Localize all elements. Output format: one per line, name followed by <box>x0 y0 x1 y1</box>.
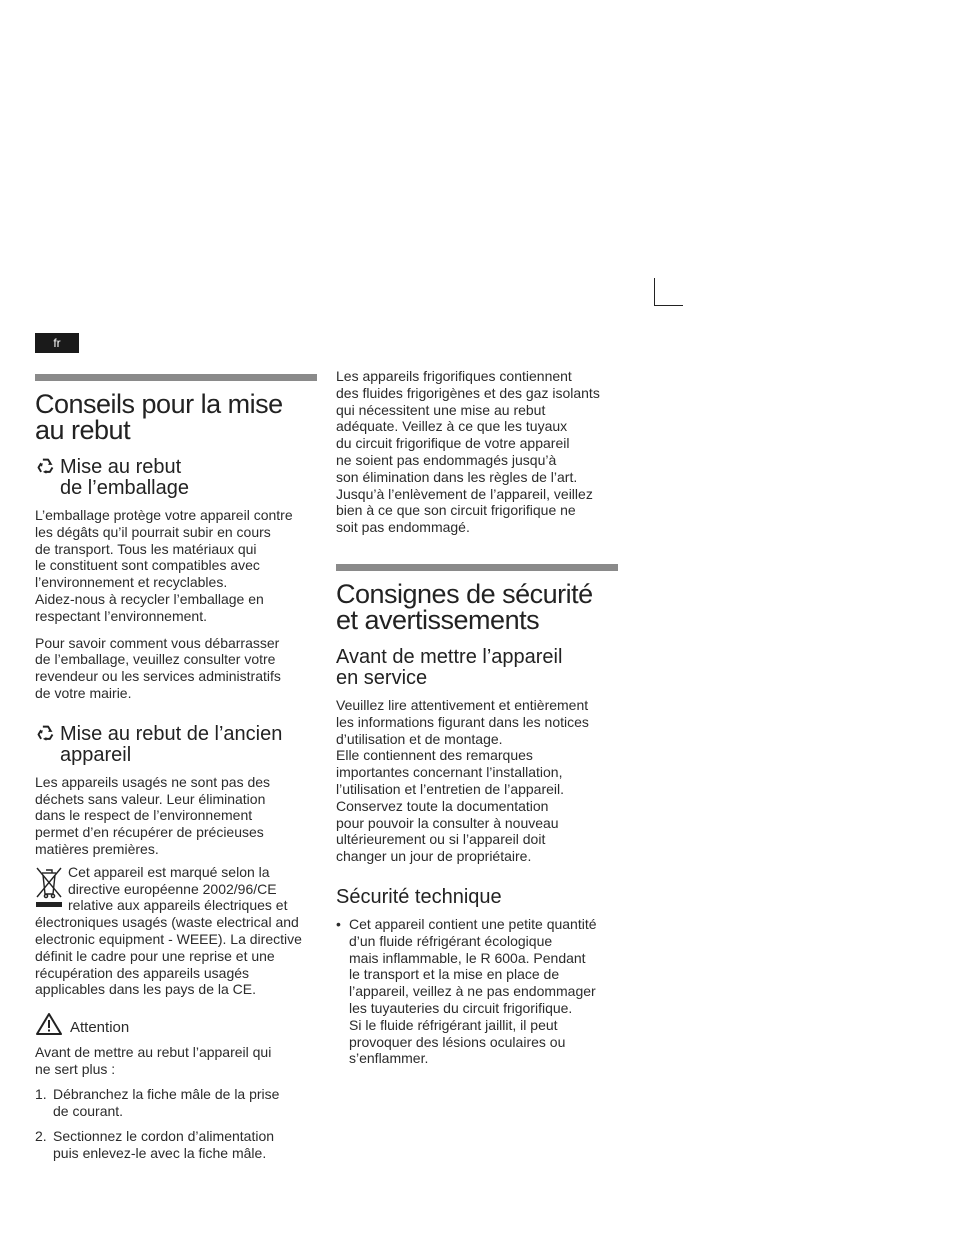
weee-text: Cet appareil est marqué selon la directive européenne 2002/96/CE relative aux appareils électriques et électroniques usagés (waste electrical and electronic equipment - WEEE). La directive définit le cadre pour une reprise et une récupération des appareils usagés applicables dans les pays de la CE. <box>35 863 302 998</box>
old-appliance-paragraph: Les appareils usagés ne sont pas des déchets sans valeur. Leur élimination dans le respect de l’environnement permet d’en récupérer de précieuses matières premières. <box>35 773 271 857</box>
technical-safety-heading: Sécurité technique <box>336 885 502 908</box>
list-item <box>35 1086 317 1120</box>
bullet: • <box>336 915 341 932</box>
packaging-heading <box>35 457 317 499</box>
crossed-bin-icon <box>35 864 63 908</box>
attention-notice <box>35 1012 317 1036</box>
step-number: 1. <box>35 1085 47 1102</box>
old-appliance-heading <box>35 724 317 766</box>
language-tag: fr <box>35 333 79 353</box>
disposal-title: Conseils pour la mise au rebut <box>35 389 283 445</box>
packaging-paragraph-1: L’emballage protège votre appareil contre les dégâts qu’il pourrait subir en cours de transport. Tous les matériaux qui le constituent sont compatibles avec l’environnement et recyclables. Aidez-nous à recycler l’emballage en respectant l’environnement. <box>35 507 293 624</box>
step-text: Débranchez la fiche mâle de la prise de courant. <box>53 1085 280 1119</box>
safety-title: Consignes de sécurité et avertissements <box>336 578 593 635</box>
weee-notice <box>35 864 317 998</box>
packaging-paragraph-2: Pour savoir comment vous débarrasser de l’emballage, veuillez consulter votre revendeur ou les services administratifs de votre mairie. <box>35 634 281 701</box>
disposal-steps <box>35 1086 317 1162</box>
before-use-heading: Avant de mettre l’appareil en service <box>336 645 563 689</box>
packaging-heading-text: Mise au rebut de l’emballage <box>60 456 189 499</box>
section-rule <box>336 564 618 571</box>
old-appliance-heading-text: Mise au rebut de l’ancien appareil <box>60 722 283 766</box>
section-rule <box>35 374 317 381</box>
technical-safety-text: Cet appareil contient une petite quantité d’un fluide réfrigérant écologique mais inflammable, le R 600a. Pendant le transport et la mise en place de l’appareil, veillez à ne pas endommager les tuyauteries du circuit frigorifique. Si le fluide réfrigérant jaillit, il peut provoquer des lésions oculaires ou s’enflammer. <box>349 915 597 1067</box>
right-column <box>336 368 618 1067</box>
refrigerant-paragraph: Les appareils frigorifiques contiennent des fluides frigorigènes et des gaz isolants qui nécessitent une mise au rebut adéquate. Veillez à ce que les tuyaux du circuit frigorifique de votre appareil ne soient pas endommagés jusqu’à son élimination dans les règles de l’art. Jusqu’à l’enlèvement de l’appareil, veillez bien à ce que son circuit frigorifique ne soit pas endommagé. <box>336 368 600 536</box>
attention-intro: Avant de mettre au rebut l’appareil qui ne sert plus : <box>35 1044 272 1077</box>
crop-mark <box>654 278 683 306</box>
list-item <box>336 916 618 1067</box>
recycle-icon <box>35 724 56 745</box>
list-item <box>35 1128 317 1162</box>
before-use-paragraph: Veuillez lire attentivement et entièrement les informations figurant dans les notices d’utilisation et de montage. Elle contiennent des remarques importantes concernant l’installation, l’utilisation et l’entretien de l’appareil. Conservez toute la documentation pour pouvoir la consulter à nouveau ultérieurement ou si l’appareil doit changer un jour de propriétaire. <box>336 696 589 865</box>
left-column <box>35 374 317 1171</box>
recycle-icon <box>35 457 56 478</box>
warning-triangle-icon <box>35 1012 63 1036</box>
attention-label: Attention <box>70 1019 130 1037</box>
step-number: 2. <box>35 1128 47 1145</box>
technical-safety-list <box>336 916 618 1067</box>
step-text: Sectionnez le cordon d’alimentation puis enlevez-le avec la fiche mâle. <box>53 1128 275 1162</box>
